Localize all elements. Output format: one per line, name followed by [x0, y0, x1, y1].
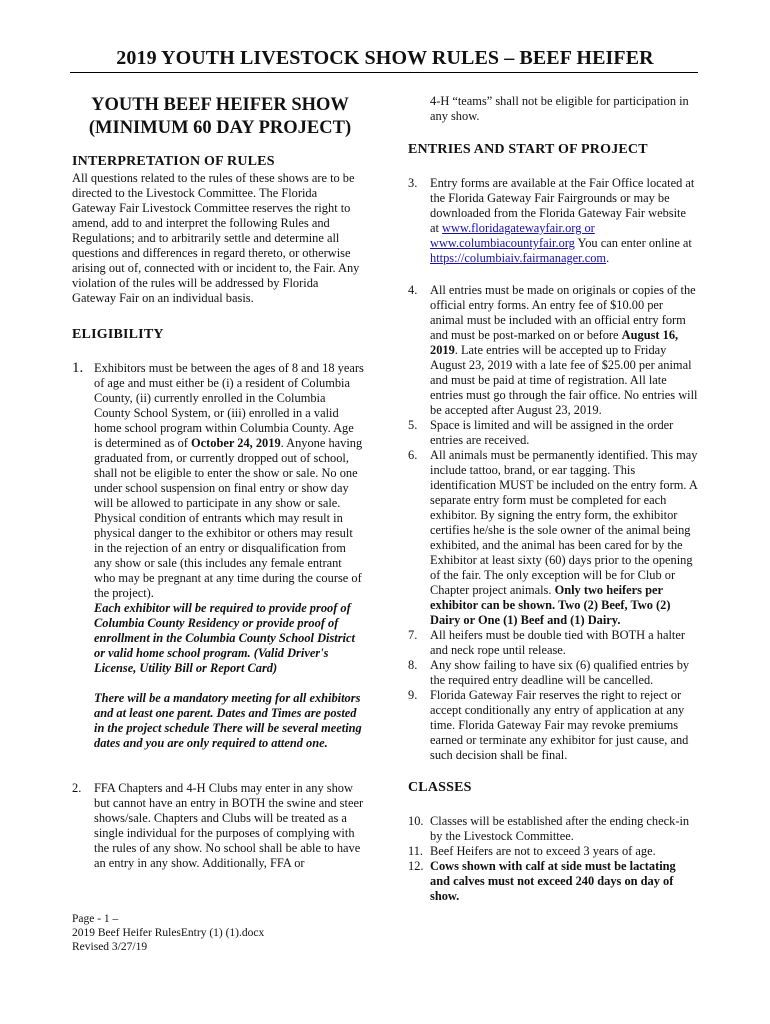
rule-item-6 [408, 448, 698, 628]
rule-item-10 [408, 814, 698, 844]
rule-item-4 [408, 283, 698, 418]
website-link[interactable]: www.floridagatewayfair.org or www.columbiacountyfair.org [430, 221, 595, 250]
rule-number: 8. [408, 658, 418, 672]
rule-number: 3. [408, 176, 418, 190]
rule-text: Florida Gateway Fair reserves the right to reject or accept conditionally any entry of application at any time. Florida Gateway Fair may revoke premiums earned or terminate any exhibitor for just cause, and such decision shall be final. [430, 688, 689, 762]
rule-2-continued: 4-H “teams” shall not be eligible for participation in any show. [430, 94, 689, 123]
interpretation-heading: INTERPRETATION OF RULES [72, 154, 275, 169]
rule-item-11 [408, 844, 698, 859]
file-name: 2019 Beef Heifer RulesEntry (1) (1).docx [72, 927, 265, 939]
rule-number: 11. [408, 844, 424, 858]
revision-date: Revised 3/27/19 [72, 941, 148, 953]
rule-text: Entry forms are available at the Fair Office located at the Florida Gateway Fair Fairgrounds or may be downloaded from the Florida Gateway Fair website at [430, 176, 695, 235]
rule-item-1 [72, 361, 364, 751]
page-number: Page - 1 – [72, 913, 119, 925]
rule-item-8 [408, 658, 698, 688]
rule-number: 1. [72, 360, 84, 376]
rule-item-7 [408, 628, 698, 658]
right-column [408, 94, 698, 904]
classes-heading: CLASSES [408, 780, 472, 795]
page-footer [72, 912, 264, 954]
online-entry-link[interactable]: https://columbiaiv.fairmanager.com [430, 251, 607, 265]
rule-text: All animals must be permanently identified. This may include tattoo, brand, or ear tagging. This identification MUST be included on the entry form. A separate entry form must be completed for each exhibitor. By signing the entry form, the exhibitor certifies he/she is the sole owner of the animal being exhibited, and the animal has been cared for by the Exhibitor at least sixty (60) days prior to the opening of the fair. The only exception will be for Club or Chapter project animals. [430, 448, 698, 597]
entries-heading: ENTRIES AND START OF PROJECT [408, 142, 648, 157]
rule-item-5 [408, 418, 698, 448]
rule-number: 10. [408, 814, 424, 828]
rule-text: Any show failing to have six (6) qualified entries by the required entry deadline will be cancelled. [430, 658, 690, 687]
left-column [72, 94, 364, 871]
entry-deadline: August 16, 2019 [430, 328, 679, 357]
title-underline [70, 72, 698, 73]
document-title: 2019 YOUTH LIVESTOCK SHOW RULES – BEEF HEIFER [116, 47, 654, 69]
mandatory-meeting-note: There will be a mandatory meeting for all exhibitors and at least one parent. Dates and Times are posted in the project schedule There will be several meeting dates and you are only required to attend one. [94, 691, 362, 750]
rule-text-end: . [606, 251, 610, 265]
show-title-line2: (MINIMUM 60 DAY PROJECT) [88, 118, 352, 138]
rule-item-2 [72, 781, 364, 871]
rule-text: Cows shown with calf at side must be lactating and calves must not exceed 240 days on day of show. [430, 859, 676, 903]
rule-text: FFA Chapters and 4-H Clubs may enter in any show but cannot have an entry in BOTH the swine and steer shows/sale. Chapters and Clubs will be treated as a single individual for the purposes of complying with the rules of any show. No school shall be able to have an entry in any show. Additionally, FFA or [94, 781, 364, 870]
rule-text: All heifers must be double tied with BOTH a halter and neck rope until release. [430, 628, 685, 657]
rule-text-cont: You can enter online at [574, 236, 692, 250]
eligibility-heading: ELIGIBILITY [72, 327, 164, 342]
rule-item-12 [408, 859, 698, 904]
proof-requirement: Each exhibitor will be required to provide proof of Columbia County Residency or provide proof of enrollment in the Columbia County School District or valid home school program. (Valid Driver's License, Utility Bill or Report Card) [94, 601, 355, 675]
rule-text-cont: . Late entries will be accepted up to Friday August 23, 2019 with a late fee of $25.00 per animal and must be paid at time of registration. All late entries must go through the fair office. No entries will be accepted after August 23, 2019. [430, 343, 698, 417]
rule-number: 12. [408, 859, 424, 873]
rule-text: All entries must be made on originals or copies of the official entry forms. An entry fee of $10.00 per animal must be included with an official entry form and must be post-marked on or before [430, 283, 696, 342]
rule-number: 7. [408, 628, 418, 642]
rule-number: 9. [408, 688, 418, 702]
age-date: October 24, 2019 [191, 436, 281, 450]
rule-text: Exhibitors must be between the ages of 8 and 18 years of age and must either be (i) a resident of Columbia County, (ii) currently enrolled in the Columbia County School System, or (iii) enrolled in a valid home school program within Columbia County. Age is determined as of [94, 361, 364, 450]
rule-number: 5. [408, 418, 418, 432]
heifer-limit: Only two heifers per exhibitor can be shown. Two (2) Beef, Two (2) Dairy or One (1) Beef and (1) Dairy. [430, 583, 671, 627]
rule-number: 2. [72, 781, 82, 795]
rule-text-cont: . Anyone having graduated from, or currently dropped out of school, shall not be eligible to enter the show or sale. No one under school suspension on final entry or show day will be allowed to participate in any show or sale. Physical condition of entrants which may result in physical danger to the exhibitor or others may result in the rejection of an entry or disqualification from any show or sale (this includes any female entrant who may be pregnant at any time during the course of the project). [94, 436, 363, 600]
interpretation-text: All questions related to the rules of these shows are to be directed to the Livestock Committee. The Florida Gateway Fair Livestock Committee reserves the right to amend, add to and interpret the following Rules and Regulations; and to arbitrarily settle and determine all questions and differences in regard thereto, or otherwise arising out of, connected with or incident to, the Fair. Any violation of the rules will be addressed by Florida Gateway Fair on an individual basis. [72, 171, 360, 305]
show-title-line1: YOUTH BEEF HEIFER SHOW [91, 95, 349, 115]
rule-item-9 [408, 688, 698, 763]
rule-number: 4. [408, 283, 418, 297]
rule-text: Classes will be established after the ending check-in by the Livestock Committee. [430, 814, 690, 843]
rule-item-3 [408, 176, 698, 266]
rule-text: Space is limited and will be assigned in the order entries are received. [430, 418, 674, 447]
rule-number: 6. [408, 448, 418, 462]
show-title [72, 94, 364, 140]
rule-text: Beef Heifers are not to exceed 3 years of age. [430, 844, 656, 858]
